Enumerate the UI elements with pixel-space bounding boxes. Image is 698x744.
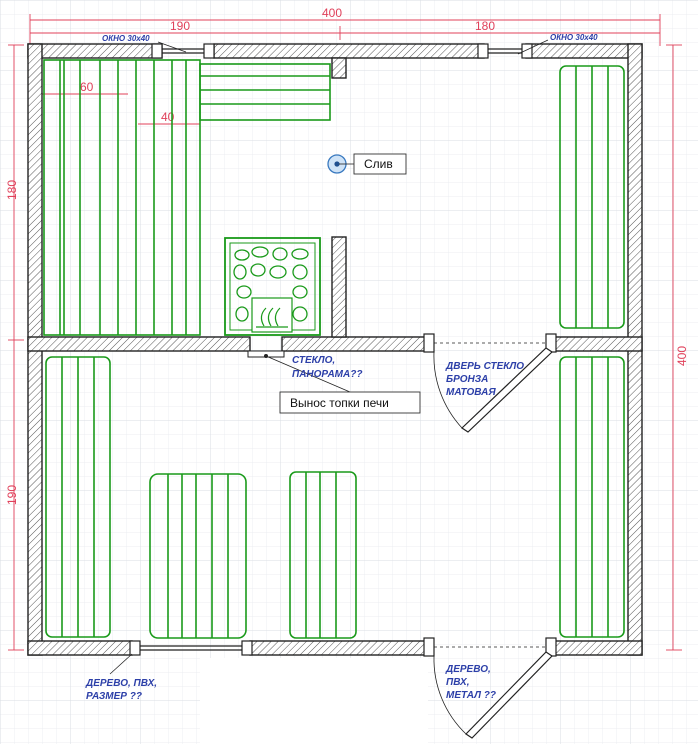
dim-top-total: 400 (322, 6, 343, 20)
stove-outlet-dot (264, 354, 268, 358)
note-glass-line2: ПАНОРАМА?? (292, 369, 363, 380)
note-bottom-right-line1: ДЕРЕВО, (446, 664, 491, 675)
note-bottom-left-line1: ДЕРЕВО, ПВХ, (86, 678, 158, 689)
stove-outlet-label: Вынос топки печи (290, 396, 389, 410)
dim-left-upper: 180 (5, 179, 19, 200)
drain-label: Слив (364, 157, 393, 171)
note-bottom-right-line3: МЕТАЛ ?? (446, 690, 496, 701)
note-window-left: ОКНО 30х40 (102, 34, 150, 43)
dim-top-left: 190 (170, 19, 191, 33)
dim-bench-width: 60 (80, 80, 94, 94)
blank-patch-bottom (200, 658, 428, 744)
note-bottom-left-line2: РАЗМЕР ?? (86, 691, 142, 702)
dim-right-total: 400 (675, 345, 689, 366)
dim-left-lower: 190 (5, 484, 19, 505)
note-glass-line1: СТЕКЛО, (292, 355, 336, 366)
note-door-line2: БРОНЗА (446, 374, 489, 385)
note-bottom-right-line2: ПВХ, (446, 677, 470, 688)
note-door-line3: МАТОВАЯ (446, 387, 496, 398)
dim-bench-gap: 40 (161, 110, 175, 124)
note-window-right: ОКНО 30х40 (550, 33, 598, 42)
dim-top-right: 180 (475, 19, 496, 33)
note-door-line1: ДВЕРЬ СТЕКЛО (446, 361, 525, 372)
